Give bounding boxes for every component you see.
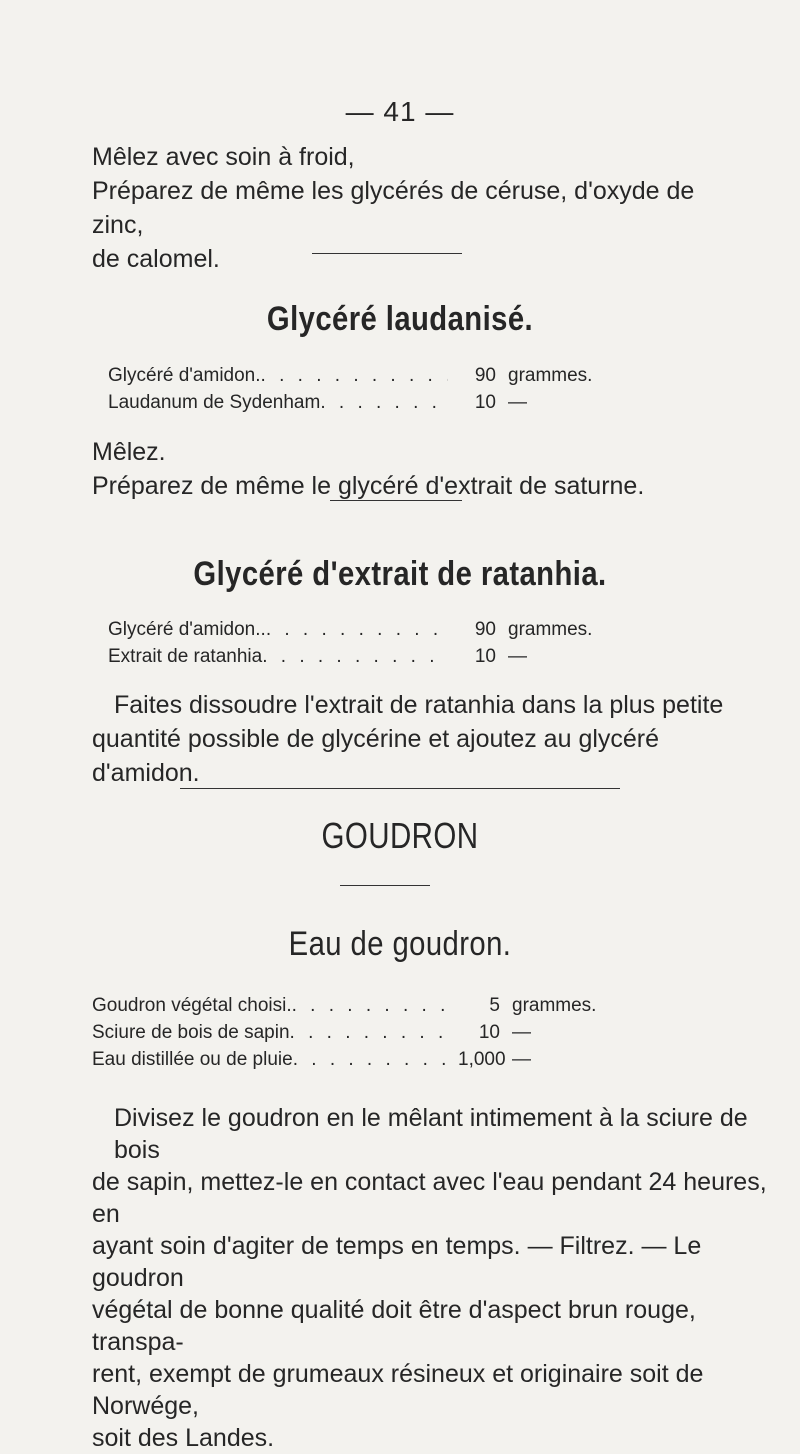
- section1-paragraph: [92, 435, 752, 503]
- recipe-row: [92, 1019, 632, 1046]
- ingredient-name: Glycéré d'amidon.: [108, 365, 261, 386]
- ingredient-name: Goudron végétal choisi.: [92, 995, 292, 1016]
- ingredient-quantity: 5: [489, 995, 500, 1016]
- leader-dots: [261, 362, 448, 389]
- chapter-title-goudron: GOUDRON: [321, 815, 479, 856]
- recipe-row: [108, 362, 628, 389]
- ingredient-unit: —: [508, 646, 527, 667]
- section1-text-1: Mêlez.: [92, 438, 166, 466]
- section2-paragraph: [92, 688, 772, 790]
- ingredient-quantity: 1,000: [458, 1049, 506, 1070]
- leader-dots: [320, 389, 448, 416]
- ingredient-name: Eau distillée ou de pluie: [92, 1049, 293, 1070]
- recipe-row: [92, 992, 632, 1019]
- recipe-row: [92, 1046, 632, 1073]
- ingredient-quantity: 90: [474, 619, 496, 640]
- section3-line-6: soit des Landes.: [92, 1424, 275, 1452]
- section3-line-1: Divisez le goudron en le mêlant intimement à la sciure de bois: [114, 1104, 748, 1164]
- ingredient-quantity: 10: [478, 1022, 500, 1043]
- section3-line-3: ayant soin d'agiter de temps en temps. — Filtrez. — Le goudron: [92, 1232, 702, 1292]
- intro-line-1: Mêlez avec soin à froid,: [92, 143, 355, 171]
- separator-rule: [330, 500, 462, 501]
- leader-dots: [293, 1046, 452, 1073]
- ingredient-quantity: 10: [474, 392, 496, 413]
- recipe-table-1: [108, 362, 628, 416]
- recipe-row: [108, 389, 628, 416]
- section3-line-2: de sapin, mettez-le en contact avec l'eau pendant 24 heures, en: [92, 1168, 767, 1228]
- section-title-glycere-ratanhia: Glycéré d'extrait de ratanhia.: [193, 555, 607, 593]
- ingredient-unit: grammes.: [508, 619, 593, 640]
- recipe-row: [108, 643, 628, 670]
- leader-dots: [292, 992, 452, 1019]
- section2-line-1: Faites dissoudre l'extrait de ratanhia dans la plus petite: [114, 691, 724, 719]
- chapter-separator-rule: [180, 788, 620, 789]
- leader-dots: [290, 1019, 452, 1046]
- intro-paragraph: [92, 140, 732, 276]
- ingredient-quantity: 90: [474, 365, 496, 386]
- ingredient-name: Extrait de ratanhia: [108, 646, 263, 667]
- ingredient-unit: —: [508, 392, 527, 413]
- intro-line-3: de calomel.: [92, 245, 220, 273]
- section1-text-2: Préparez de même le glycéré d'extrait de saturne.: [92, 472, 645, 500]
- ingredient-unit: grammes.: [512, 995, 597, 1016]
- section3-line-4: végétal de bonne qualité doit être d'aspect brun rouge, transpa-: [92, 1296, 696, 1356]
- leader-dots: [266, 616, 448, 643]
- ingredient-unit: —: [512, 1049, 531, 1070]
- recipe-table-3: [92, 992, 632, 1073]
- ingredient-name: Sciure de bois de sapin: [92, 1022, 290, 1043]
- section-title-glycere-laudanise: Glycéré laudanisé.: [266, 300, 534, 338]
- intro-line-2: Préparez de même les glycérés de céruse, d'oxyde de zinc,: [92, 177, 695, 239]
- ingredient-name: Glycéré d'amidon..: [108, 619, 266, 640]
- leader-dots: [262, 643, 448, 670]
- ingredient-quantity: 10: [474, 646, 496, 667]
- section3-paragraph: [92, 1102, 772, 1454]
- recipe-row: [108, 616, 628, 643]
- section2-line-2: quantité possible de glycérine et ajoutez au glycéré d'amidon.: [92, 725, 660, 787]
- separator-rule: [312, 253, 462, 254]
- section-title-eau-de-goudron: Eau de goudron.: [288, 925, 512, 963]
- ingredient-unit: —: [512, 1022, 531, 1043]
- section3-line-5: rent, exempt de grumeaux résineux et originaire soit de Norwége,: [92, 1360, 704, 1420]
- ingredient-unit: grammes.: [508, 365, 593, 386]
- recipe-table-2: [108, 616, 628, 670]
- ingredient-name: Laudanum de Sydenham: [108, 392, 321, 413]
- page-number: — 41 —: [345, 96, 455, 127]
- separator-rule: [340, 885, 430, 886]
